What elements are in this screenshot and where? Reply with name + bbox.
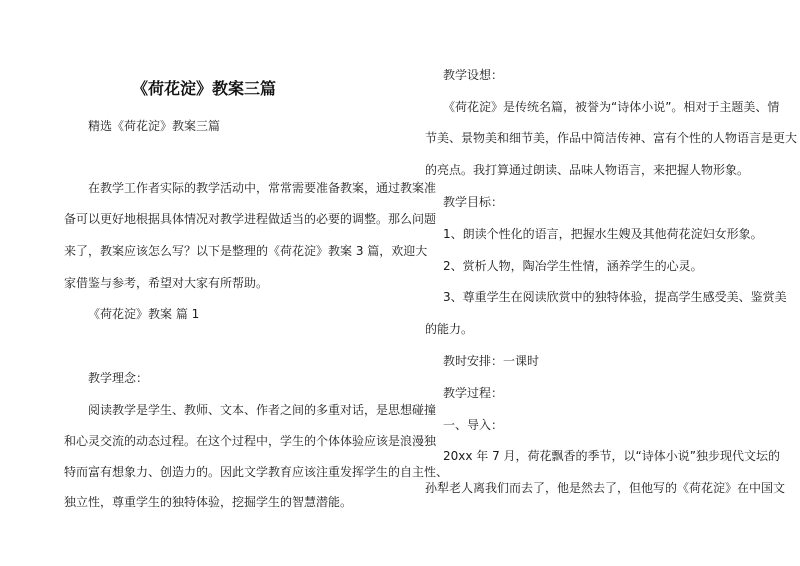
goal-3-line-1: 3、尊重学生在阅读欣赏中的独特体验，提高学生感受美、鉴赏美 [443,290,787,304]
intro-step: 一、导入： [443,418,504,432]
goal-1: 1、朗读个性化的语言，把握水生嫂及其他荷花淀妇女形象。 [443,227,763,241]
intro-line-3: 来了，教案应该怎么写？以下是整理的《荷花淀》教案 3 篇，欢迎大 [64,244,428,258]
design-line-2: 节美、景物美和细节美，作品中简洁传神、富有个性的人物语言是更大 [425,131,798,145]
philosophy-heading: 教学理念： [88,371,149,385]
intro-line-2: 备可以更好地根据具体情况对教学进程做适当的必要的调整。那么问题 [64,212,437,226]
lead-line-2: 孙犁老人离我们而去了，他是然去了，但他写的《荷花淀》在中国文 [425,481,786,495]
design-line-1: 《荷花淀》是传统名篇，被誉为“诗体小说”。相对于主题美、情 [443,100,780,114]
intro-line-1: 在教学工作者实际的教学活动中，常常需要准备教案，通过教案准 [88,181,437,195]
lead-line-1: 20xx 年 7 月，荷花飘香的季节，以“诗体小说”独步现代文坛的 [443,449,780,463]
time-arrangement: 教时安排：一课时 [443,354,540,368]
document-title: 《荷花淀》教案三篇 [132,79,277,98]
intro-line-4: 家借鉴与参考，希望对大家有所帮助。 [64,276,269,290]
philosophy-line-1: 阅读教学是学生、教师、文本、作者之间的多重对话，是思想碰撞 [88,403,437,417]
goal-2: 2、赏析人物，陶冶学生性情，涵养学生的心灵。 [443,259,703,273]
philosophy-line-2: 和心灵交流的动态过程。在这个过程中，学生的个体体验应该是浪漫独 [64,434,437,448]
philosophy-line-4: 独立性，尊重学生的独特体验，挖掘学生的智慧潜能。 [64,495,353,509]
subtitle: 精选《荷花淀》教案三篇 [88,119,221,133]
philosophy-line-3: 特而富有想象力、创造力的。因此文学教育应该注重发挥学生的自主性、 [64,465,449,479]
process-heading: 教学过程： [443,386,504,400]
goal-3-line-2: 的能力。 [425,322,474,336]
goals-heading: 教学目标： [443,195,504,209]
design-line-3: 的亮点。我打算通过朗读、品味人物语言，来把握人物形象。 [425,163,750,177]
section-heading: 《荷花淀》教案 篇 1 [88,307,200,321]
design-heading: 教学设想： [443,68,504,82]
